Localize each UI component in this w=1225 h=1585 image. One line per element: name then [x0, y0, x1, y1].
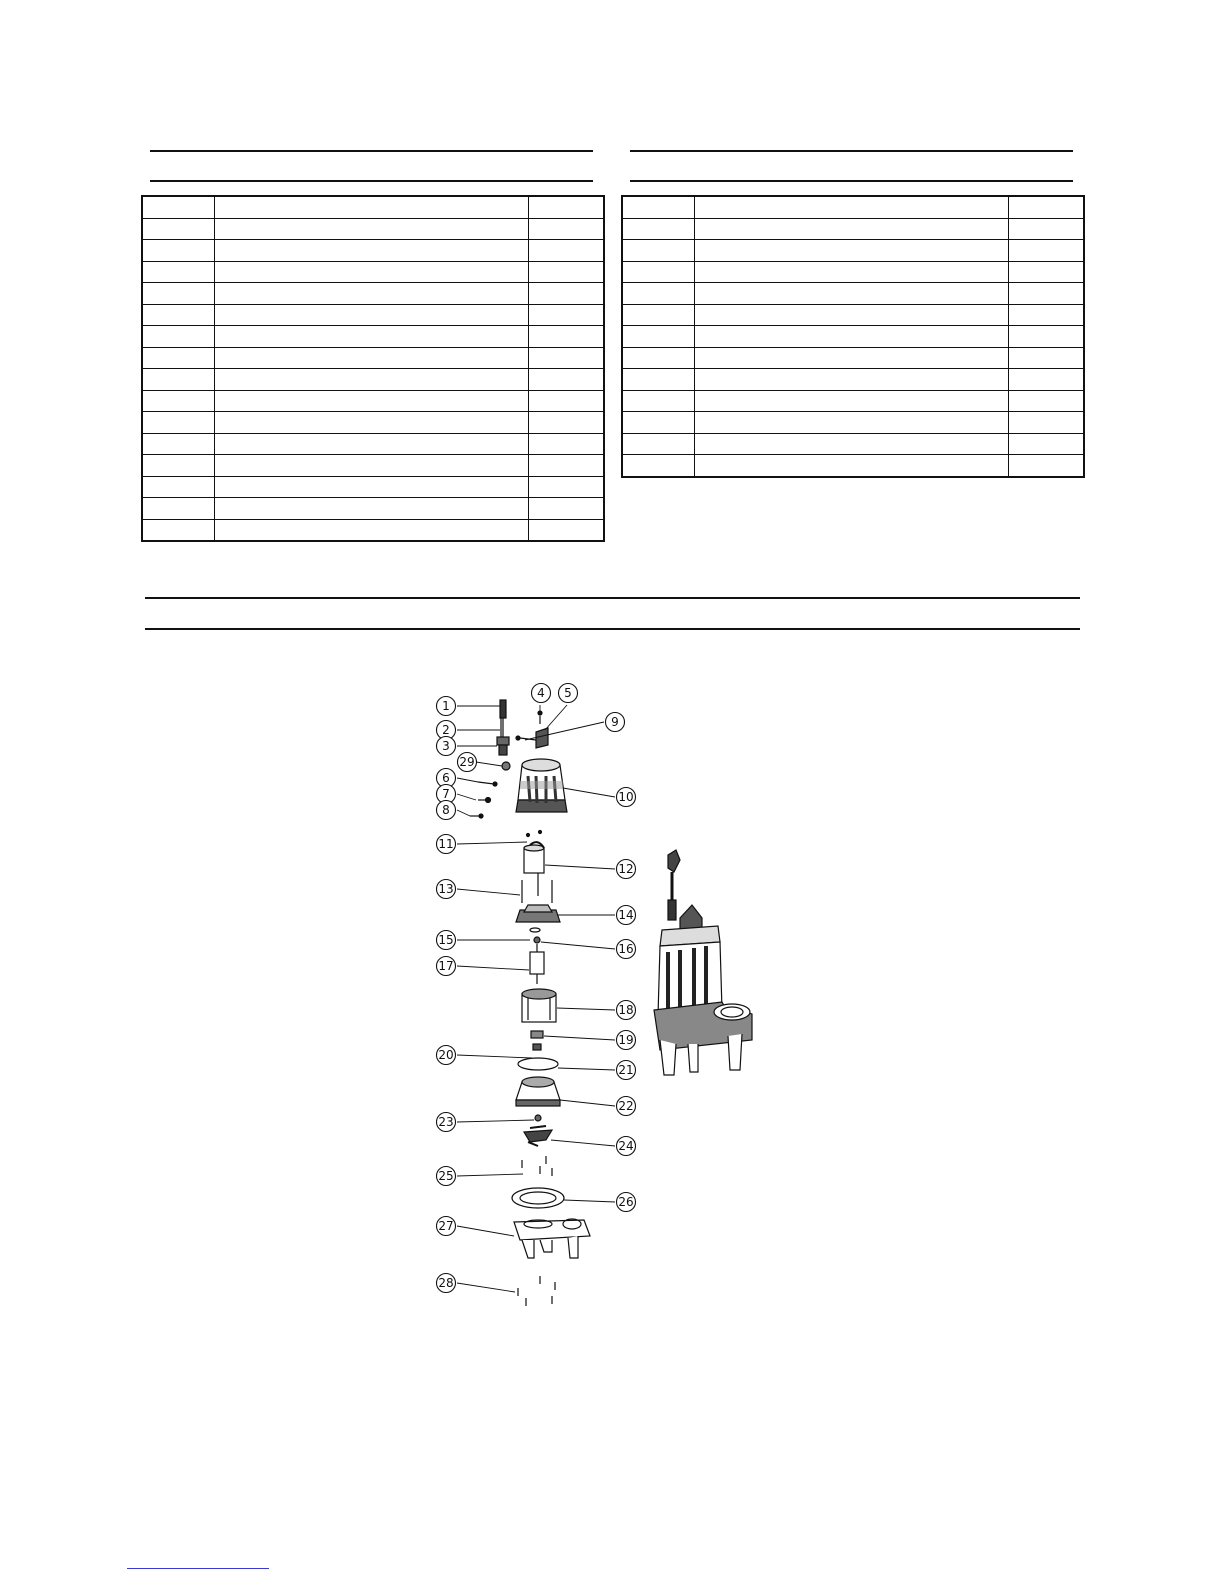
small-screws-group	[470, 782, 497, 818]
callout-1	[437, 697, 456, 716]
callout-20	[437, 1046, 456, 1065]
o-ring-part	[518, 1058, 558, 1070]
callout-12	[617, 860, 636, 879]
callout-19	[617, 1031, 636, 1050]
callout-number: 9	[611, 715, 619, 729]
callout-number: 16	[618, 942, 634, 956]
callout-5	[559, 684, 578, 703]
callout-27	[437, 1217, 456, 1236]
callout-number: 19	[618, 1033, 634, 1047]
seal-plate-part	[516, 1077, 560, 1106]
callout-number: 8	[442, 803, 450, 817]
callout-number: 11	[438, 837, 454, 851]
callout-10	[617, 788, 636, 807]
callout-25	[437, 1167, 456, 1186]
callout-21	[617, 1061, 636, 1080]
callout-13	[437, 880, 456, 899]
callout-number: 1	[442, 699, 450, 713]
impeller-part	[524, 1126, 552, 1146]
callout-23	[437, 1113, 456, 1132]
callout-number: 23	[438, 1115, 454, 1129]
callout-24	[617, 1137, 636, 1156]
callout-number: 4	[537, 686, 545, 700]
volute-base-part	[514, 1219, 590, 1258]
callout-number: 10	[618, 790, 634, 804]
seal-parts	[531, 1031, 543, 1050]
callout-26	[617, 1193, 636, 1212]
callout-17	[437, 957, 456, 976]
callout-18	[617, 1001, 636, 1020]
callout-8	[437, 801, 456, 820]
callout-14	[617, 906, 636, 925]
callout-number: 20	[438, 1048, 454, 1062]
callout-number: 21	[618, 1063, 634, 1077]
upper-bearing-plate-part	[516, 905, 560, 922]
callout-9	[606, 713, 625, 732]
gasket-part	[512, 1188, 564, 1208]
callout-3	[437, 737, 456, 756]
footer-link-underline	[127, 1568, 269, 1569]
callout-number: 29	[459, 755, 475, 769]
rotor-shaft-part	[530, 944, 544, 984]
callout-number: 2	[442, 723, 450, 737]
assembled-pump	[654, 850, 752, 1075]
callout-number: 5	[564, 686, 572, 700]
callout-number: 15	[438, 933, 454, 947]
capacitor-part	[524, 831, 544, 874]
callout-number: 22	[618, 1099, 634, 1113]
callout-number: 28	[438, 1276, 454, 1290]
callout-number: 17	[438, 959, 454, 973]
stator-part	[522, 989, 556, 1022]
callout-number: 13	[438, 882, 454, 896]
cable-gland-part	[497, 737, 509, 755]
callout-15	[437, 931, 456, 950]
callout-11	[437, 835, 456, 854]
base-screws-group	[518, 1276, 555, 1306]
callout-number: 18	[618, 1003, 634, 1017]
bearing-parts	[530, 928, 540, 943]
callout-number: 12	[618, 862, 634, 876]
callout-number: 25	[438, 1169, 454, 1183]
impeller-nut-part	[535, 1115, 541, 1121]
callout-4	[532, 684, 551, 703]
callout-number: 7	[442, 787, 450, 801]
callout-number: 6	[442, 771, 450, 785]
float-switch-part	[500, 700, 506, 738]
callout-number: 26	[618, 1195, 634, 1209]
callout-number: 3	[442, 739, 450, 753]
callout-number: 27	[438, 1219, 454, 1233]
callout-16	[617, 940, 636, 959]
long-bolts-group	[522, 873, 552, 903]
callout-number: 24	[618, 1139, 634, 1153]
cutter-screws-group	[522, 1156, 552, 1176]
callout-number: 14	[618, 908, 634, 922]
small-nut-part	[502, 762, 510, 770]
callout-28	[437, 1274, 456, 1293]
handle-part	[516, 711, 548, 748]
motor-housing-part	[516, 759, 567, 812]
callout-22	[617, 1097, 636, 1116]
callout-29	[458, 753, 477, 772]
